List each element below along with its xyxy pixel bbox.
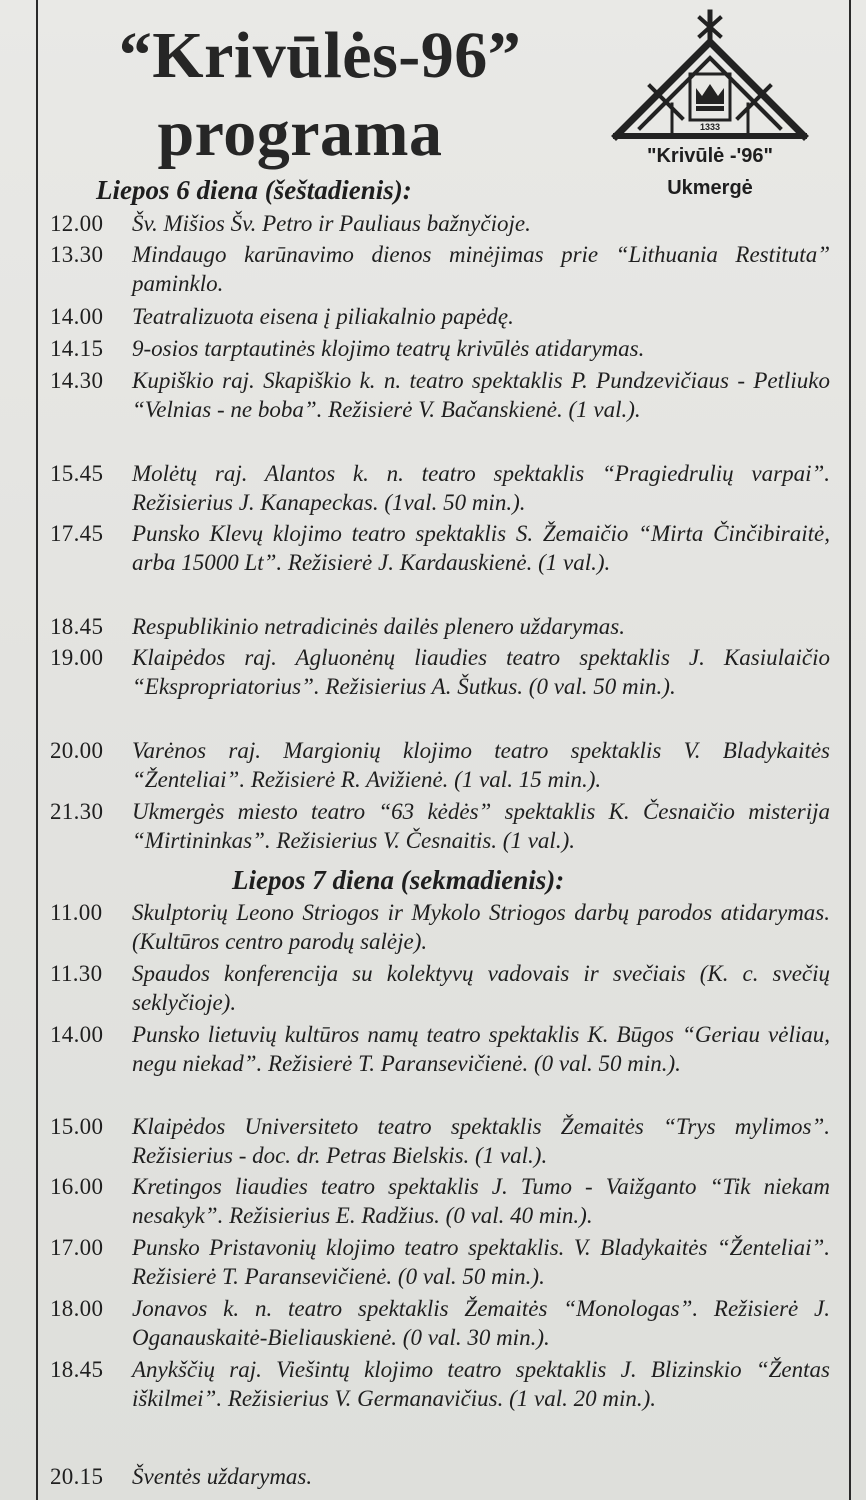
schedule-item: [50, 643, 830, 701]
schedule-item: [50, 1020, 830, 1078]
schedule-item: [50, 209, 830, 238]
event-description: Kupiškio raj. Skapiškio k. n. teatro spektaklis P. Pundzevičiaus - Petliuko “Velnias - ne boba”. Režisierė V. Bačanskienė. (1 val.).: [132, 368, 830, 422]
event-time: 13.30: [50, 242, 104, 267]
event-description: 9-osios tarptautinės klojimo teatrų krivūlės atidarymas.: [132, 336, 645, 361]
event-description: Mindaugo karūnavimo dienos minėjimas prie “Lithuania Restituta” paminklo.: [132, 242, 830, 296]
title-line-1: “Krivūlės-96”: [118, 19, 522, 92]
event-time: 20.15: [50, 1464, 104, 1489]
event-description: Punsko Pristavonių klojimo teatro spektaklis. V. Bladykaitės “Ženteliai”. Režisierė T. Paransevičienė. (0 val. 50 min.).: [132, 1235, 830, 1289]
schedule-item: [50, 612, 830, 641]
schedule-item: [50, 240, 830, 298]
logo-caption-town: Ukmergė: [667, 177, 753, 199]
schedule-item: [50, 959, 830, 1017]
schedule-item: [50, 1112, 830, 1170]
schedule-item: [50, 459, 830, 517]
event-description: Punsko Klevų klojimo teatro spektaklis S. Žemaičio “Mirta Činčibiraitė, arba 15000 Lt”. Režisierė J. Kardauskienė. (1 val.).: [132, 521, 830, 575]
schedule-item: [50, 1355, 830, 1413]
day1-heading: Liepos 6 diena (šeštadienis):: [96, 175, 412, 205]
event-description: Teatralizuota eisena į piliakalnio papėdę.: [132, 304, 514, 329]
event-time: 14.30: [50, 368, 104, 393]
event-time: 18.45: [50, 1357, 104, 1382]
schedule-item: [50, 736, 830, 794]
event-time: 17.00: [50, 1235, 104, 1260]
event-description: Molėtų raj. Alantos k. n. teatro spektaklis “Pragiedrulių varpai”. Režisierius J. Kanapeckas. (1val. 50 min.).: [132, 461, 830, 515]
event-description: Jonavos k. n. teatro spektaklis Žemaitės “Monologas”. Režisierė J. Oganauskaitė-Bieliauskienė. (0 val. 30 min.).: [132, 1296, 830, 1350]
event-time: 11.30: [50, 961, 103, 986]
event-time: 18.45: [50, 614, 104, 639]
schedule-item: [50, 797, 830, 855]
event-description: Anykščių raj. Viešintų klojimo teatro spektaklis J. Blizinskio “Žentas iškilmei”. Režisierius V. Germanavičius. (1 val. 20 min.).: [132, 1357, 830, 1411]
event-time: 19.00: [50, 645, 104, 670]
event-description: Ukmergės miesto teatro “63 kėdės” spektaklis K. Česnaičio misterija “Mirtininkas”. Režisierius V. Česnaitis. (1 val.).: [132, 799, 830, 853]
event-time: 15.45: [50, 461, 104, 486]
schedule-item: [50, 1233, 830, 1291]
event-time: 14.00: [50, 304, 104, 329]
schedule-item: [50, 898, 830, 956]
event-description: Klaipėdos raj. Agluonėnų liaudies teatro spektaklis J. Kasiulaičio “Ekspropriatorius”. Režisierius A. Šutkus. (0 val. 50 min.).: [132, 645, 830, 699]
event-time: 20.00: [50, 738, 104, 763]
event-time: 11.00: [50, 900, 103, 925]
event-time: 16.00: [50, 1174, 104, 1199]
day2-heading: Liepos 7 diena (sekmadienis):: [232, 865, 565, 895]
event-time: 14.00: [50, 1022, 104, 1047]
schedule-item: [50, 1462, 830, 1491]
event-time: 18.00: [50, 1296, 104, 1321]
schedule-item: [50, 366, 830, 424]
event-time: 15.00: [50, 1114, 104, 1139]
column-rule-right: [849, 0, 851, 1500]
schedule-item: [50, 1294, 830, 1352]
event-description: Punsko lietuvių kultūros namų teatro spektaklis K. Būgos “Geriau vėliau, negu niekad”. Režisierė T. Paransevičienė. (0 val. 50 min.).: [132, 1022, 830, 1076]
title-line-2: programa: [157, 97, 443, 170]
event-description: Respublikinio netradicinės dailės plenero uždarymas.: [132, 614, 625, 639]
event-description: Šventės uždarymas.: [132, 1464, 313, 1489]
event-description: Varėnos raj. Margionių klojimo teatro spektaklis V. Bladykaitės “Ženteliai”. Režisierė R. Avižienė. (1 val. 15 min.).: [132, 738, 830, 792]
event-description: Skulptorių Leono Striogos ir Mykolo Striogos darbų parodos atidarymas. (Kultūros centro parodų salėje).: [132, 900, 830, 954]
event-description: Klaipėdos Universiteto teatro spektaklis Žemaitės “Trys mylimos”. Režisierius - doc. dr. Petras Bielskis. (1 val.).: [132, 1114, 830, 1168]
event-time: 12.00: [50, 211, 104, 236]
event-description: Šv. Mišios Šv. Petro ir Pauliaus bažnyčioje.: [132, 211, 531, 236]
logo-caption-name: "Krivūlė -'96": [647, 145, 773, 167]
event-time: 17.45: [50, 521, 104, 546]
schedule-item: [50, 1172, 830, 1230]
event-time: 21.30: [50, 799, 104, 824]
logo-year: 1333: [699, 122, 721, 132]
schedule-item: [50, 334, 830, 363]
schedule-item: [50, 519, 830, 577]
event-description: Kretingos liaudies teatro spektaklis J. Tumo - Vaižganto “Tik niekam nesakyk”. Režisierius E. Radžius. (0 val. 40 min.).: [132, 1174, 830, 1228]
event-description: Spaudos konferencija su kolektyvų vadovais ir svečiais (K. c. svečių seklyčioje).: [132, 961, 830, 1015]
schedule-item: [50, 302, 830, 331]
column-rule-left: [36, 0, 38, 1500]
event-time: 14.15: [50, 336, 104, 361]
